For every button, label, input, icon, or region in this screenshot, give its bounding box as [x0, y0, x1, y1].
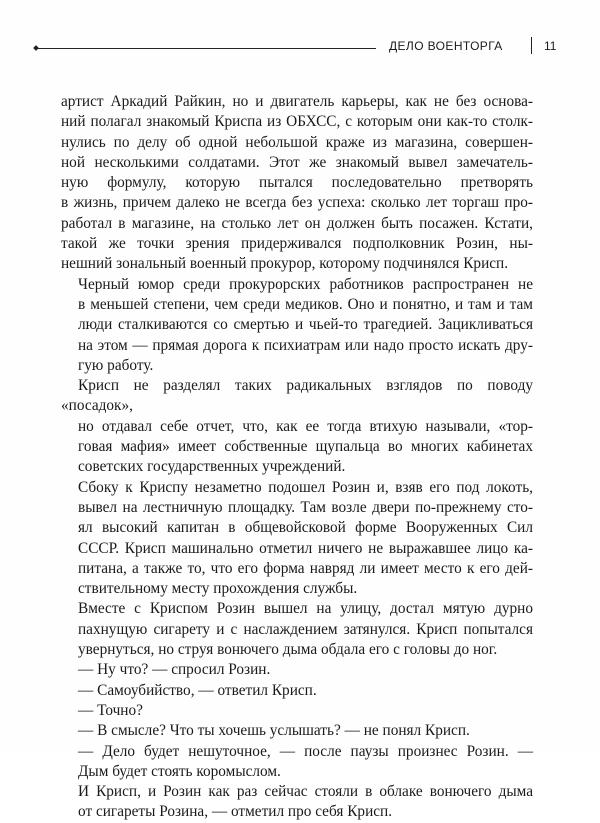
text-line: увернуться, но струя вонючего дыма обдала его с головы до ног.	[78, 641, 498, 659]
text-line: Вместе с Криспом Розин вышел на улицу, достал мятую дурно	[78, 600, 533, 618]
text-line: но отдавал себе отчет, что, как ее тогда втихую называли, «тор-	[78, 417, 533, 435]
text-line: — Самоубийство, — ответил Крисп.	[78, 681, 317, 699]
header-separator	[531, 37, 532, 54]
text-line: артист Аркадий Райкин, но и двигатель карьеры, как не без основа-	[61, 93, 533, 110]
paragraph	[61, 275, 533, 376]
text-line: — Точно?	[78, 701, 143, 719]
text-line: на этом — прямая дорога к психиатрам или надо просто искать дру-	[78, 336, 533, 354]
dialogue-line	[61, 660, 533, 680]
dialogue-line	[61, 681, 533, 701]
text-line: советских государственных учреждений.	[78, 458, 346, 476]
text-line: ной несколькими солдатами. Этот же знакомый вывел замечатель-	[61, 153, 533, 171]
text-line: — В смысле? Что ты хочешь услышать? — не понял Крисп.	[78, 722, 470, 740]
text-line: питана, а также то, что его форма навряд ли имеет место к его дей-	[78, 559, 533, 577]
text-line: ствительному месту прохождения службы.	[78, 580, 358, 598]
text-line: ял высокий капитан в общевойсковой форме Вооруженных Сил	[78, 519, 533, 537]
running-title: ДЕЛО ВОЕНТОРГА	[389, 39, 503, 53]
body-text	[61, 92, 533, 823]
page-number: 11	[544, 39, 557, 53]
text-line: люди сталкиваются со смертью и чьей-то трагедией. Зацикливаться	[78, 316, 533, 334]
text-line: Сбоку к Криспу незаметно подошел Розин и, взяв его под локоть,	[78, 478, 533, 496]
paragraph	[61, 478, 533, 600]
text-line: ний полагал знакомый Криспа из ОБХСС, с которым они как-то столк-	[61, 113, 533, 131]
text-line: — Ну что? — спросил Розин.	[78, 661, 271, 679]
text-line: Крисп не разделял таких радикальных взглядов по поводу «посадок»,	[61, 377, 533, 415]
text-line: — Дело будет нешуточное, — после паузы произнес Розин. —	[78, 742, 533, 760]
text-line: говая мафия» имеет собственные щупальца во многих кабинетах	[78, 438, 533, 456]
text-line: в жизнь, причем далеко не всегда без успеха: сколько лет торгаш про-	[61, 194, 533, 212]
text-line: в меньшей степени, чем среди медиков. Оно и понятно, и там и там	[78, 295, 533, 313]
text-line: пахнущую сигарету и с наслаждением затянулся. Крисп попытался	[78, 620, 533, 638]
running-header	[36, 36, 576, 58]
dialogue-line	[61, 742, 533, 783]
paragraph	[61, 599, 533, 660]
paragraph	[61, 782, 533, 823]
text-line: такой же точки зрения придерживался подполковник Розин, ны-	[61, 235, 533, 253]
paragraph	[61, 376, 533, 477]
dialogue-line	[61, 701, 533, 721]
text-line: нешний зональный военный прокурор, которому подчинялся Крисп.	[61, 255, 509, 273]
text-line: от сигареты Розина, — отметил про себя Крисп.	[78, 803, 393, 821]
text-line: СССР. Крисп машинально отметил ничего не выражавшее лицо ка-	[78, 539, 533, 557]
text-line: Черный юмор среди прокурорских работников распространен не	[78, 275, 533, 293]
dialogue-line	[61, 721, 533, 741]
text-line: И Крисп, и Розин как раз сейчас стояли в облаке вонючего дыма	[78, 783, 533, 801]
text-line: вывел на лестничную площадку. Там возле двери по-прежнему сто-	[78, 498, 533, 516]
text-line: ную формулу, которую пытался последовательно претворять	[61, 174, 533, 192]
text-line: гую работу.	[78, 356, 154, 374]
text-line: нулись по делу об одной небольшой краже из магазина, совершен-	[61, 133, 533, 151]
text-line: работал в магазине, на столько лет он должен быть посажен. Кстати,	[61, 214, 533, 232]
text-line: Дым будет стоять коромыслом.	[78, 762, 281, 780]
paragraph	[61, 92, 533, 275]
header-rule	[36, 48, 376, 49]
